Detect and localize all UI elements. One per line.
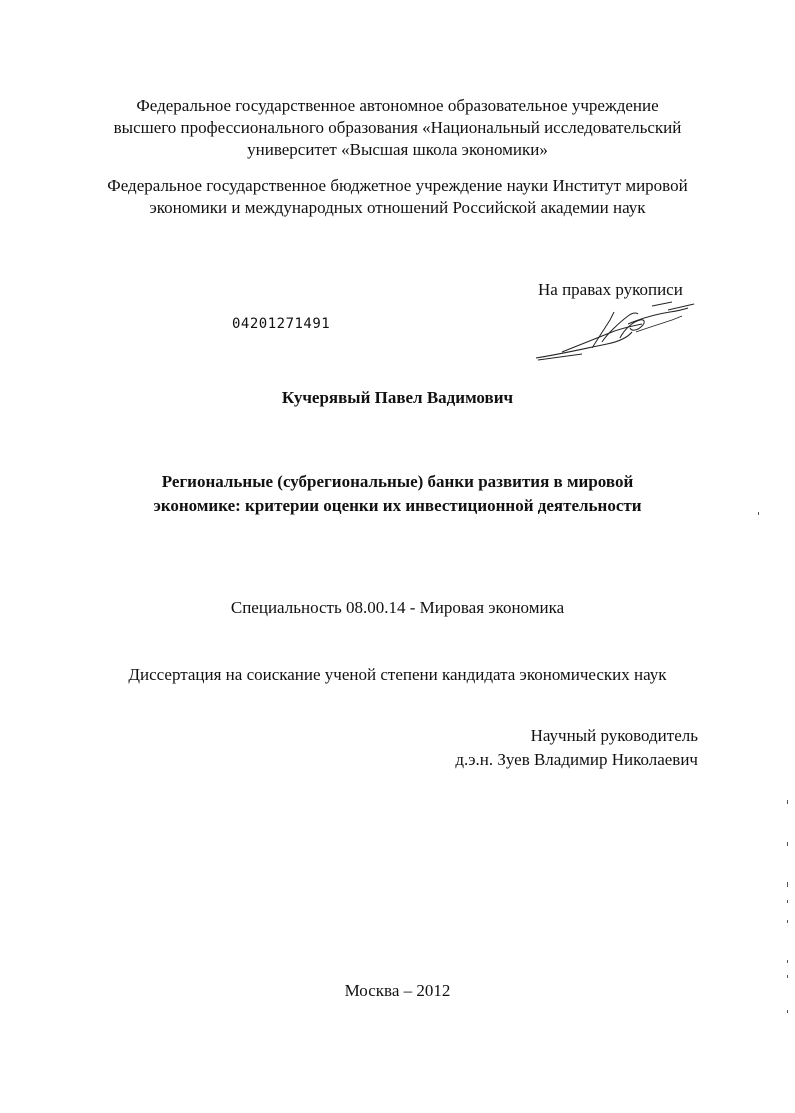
- organization-imemo-line: экономики и международных отношений Российской академии наук: [149, 198, 646, 217]
- scan-artifact: [787, 900, 788, 903]
- supervisor-block: [455, 724, 698, 772]
- organization-imemo: [0, 175, 795, 219]
- scan-artifact: [758, 512, 759, 515]
- organization-hse-line: высшего профессионального образования «Национальный исследовательский: [113, 118, 682, 137]
- organization-imemo-line: Федеральное государственное бюджетное учреждение науки Институт мировой: [107, 176, 688, 195]
- supervisor-name: д.э.н. Зуев Владимир Николаевич: [455, 750, 698, 769]
- dissertation-title-line: экономике: критерии оценки их инвестиционной деятельности: [153, 496, 642, 515]
- specialty: Специальность 08.00.14 - Мировая экономика: [230, 598, 565, 617]
- dissertation-title-line: Региональные (субрегиональные) банки развития в мировой: [161, 472, 634, 491]
- document-code: 04201271491: [232, 316, 331, 332]
- scan-artifact: [787, 920, 788, 923]
- scan-artifact: [787, 975, 788, 978]
- manuscript-rights: На правах рукописи: [538, 280, 683, 299]
- author-name: Кучерявый Павел Вадимович: [281, 388, 514, 407]
- handwritten-signature: [532, 298, 702, 366]
- scan-artifact: [787, 842, 788, 846]
- organization-hse-line: Федеральное государственное автономное образовательное учреждение: [136, 96, 659, 115]
- degree-statement: Диссертация на соискание ученой степени кандидата экономических наук: [128, 665, 667, 684]
- supervisor-label: Научный руководитель: [530, 726, 698, 745]
- organization-hse: [0, 95, 795, 161]
- city-year: Москва – 2012: [344, 981, 451, 1000]
- scan-artifact: [787, 1010, 788, 1013]
- scan-artifact: [787, 800, 788, 804]
- dissertation-title: [0, 470, 795, 518]
- scan-artifact: [787, 882, 788, 887]
- scan-artifact: [787, 960, 788, 963]
- organization-hse-line: университет «Высшая школа экономики»: [247, 140, 548, 159]
